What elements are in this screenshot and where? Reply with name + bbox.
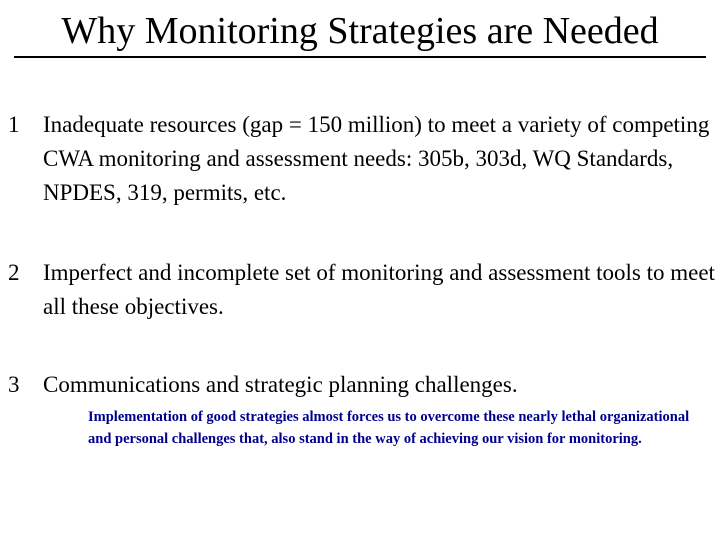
list-item-3	[8, 368, 716, 402]
list-item-number: 1	[8, 112, 20, 137]
list-item-number: 2	[8, 260, 20, 285]
list-item-text: Communications and strategic planning challenges.	[43, 372, 518, 397]
list-item-1	[8, 108, 716, 210]
list-item-2	[8, 256, 716, 324]
slide-title: Why Monitoring Strategies are Needed	[14, 8, 706, 58]
list-item-text: Inadequate resources (gap = 150 million) to meet a variety of competing CWA monitoring and assessment needs: 305b, 303d, WQ Standards, NPDES, 319, permits, etc.	[43, 112, 710, 205]
sub-note: Implementation of good strategies almost forces us to overcome these nearly lethal organizational and personal challenges that, also stand in the way of achieving our vision for monitoring.	[88, 409, 690, 447]
list-item-text: Imperfect and incomplete set of monitoring and assessment tools to meet all these objectives.	[43, 260, 715, 319]
list-item-number: 3	[8, 372, 20, 397]
